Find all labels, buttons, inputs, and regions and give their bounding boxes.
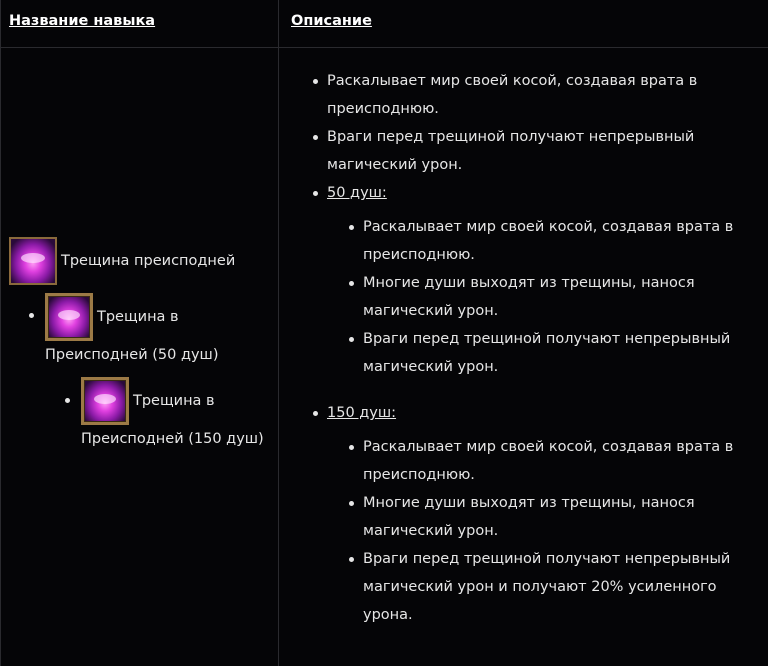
list-item bbox=[363, 213, 733, 269]
skill-tier150-label-line1: Трещина в bbox=[133, 393, 215, 409]
desc-text: Раскалывает мир своей косой, создавая врата в bbox=[363, 439, 734, 455]
desc-text: магический урон и получают 20% усиленного bbox=[363, 579, 717, 595]
bullet-dot bbox=[65, 398, 70, 403]
tier50-heading bbox=[327, 179, 387, 207]
column-divider bbox=[278, 0, 279, 666]
skill-tier50 bbox=[45, 293, 179, 341]
skill-tier50-label-line2: Преисподней (50 душ) bbox=[45, 347, 219, 363]
desc-text: Враги перед трещиной получают непрерывный bbox=[327, 129, 695, 145]
skill-tier50-label-line1: Трещина в bbox=[97, 309, 179, 325]
bullet-dot bbox=[313, 191, 318, 196]
desc-text: преисподнюю. bbox=[363, 247, 475, 263]
desc-text: преисподнюю. bbox=[363, 467, 475, 483]
list-item bbox=[363, 269, 695, 325]
bullet-dot bbox=[349, 501, 354, 506]
desc-text: Враги перед трещиной получают непрерывный bbox=[363, 331, 731, 347]
bullet-dot bbox=[349, 445, 354, 450]
table-header bbox=[1, 0, 768, 48]
skill-main bbox=[9, 237, 235, 285]
desc-text: Многие души выходят из трещины, нанося bbox=[363, 275, 695, 291]
tier150-heading bbox=[327, 399, 396, 427]
bullet-dot bbox=[313, 411, 318, 416]
bullet-dot bbox=[349, 337, 354, 342]
desc-text: Многие души выходят из трещины, нанося bbox=[363, 495, 695, 511]
desc-text: магический урон. bbox=[363, 359, 499, 375]
desc-text: магический урон. bbox=[363, 523, 499, 539]
tier50-title[interactable]: 50 душ: bbox=[327, 185, 387, 201]
desc-text: магический урон. bbox=[363, 303, 499, 319]
desc-text: преисподнюю. bbox=[327, 101, 439, 117]
list-item bbox=[363, 545, 730, 629]
header-description[interactable]: Описание bbox=[291, 13, 372, 29]
desc-text: Раскалывает мир своей косой, создавая врата в bbox=[327, 73, 698, 89]
nether-rift-150-icon bbox=[81, 377, 129, 425]
bullet-dot bbox=[313, 135, 318, 140]
skill-tier150-label-line2: Преисподней (150 душ) bbox=[81, 431, 264, 447]
list-item bbox=[363, 489, 695, 545]
tier150-title[interactable]: 150 душ: bbox=[327, 405, 397, 421]
nether-rift-50-icon bbox=[45, 293, 93, 341]
desc-text: магический урон. bbox=[327, 157, 463, 173]
bullet-dot bbox=[349, 557, 354, 562]
list-item bbox=[363, 325, 730, 381]
header-skill-name[interactable]: Название навыка bbox=[9, 13, 156, 29]
desc-text: Враги перед трещиной получают непрерывный bbox=[363, 551, 731, 567]
bullet-dot bbox=[313, 79, 318, 84]
bullet-dot bbox=[349, 281, 354, 286]
desc-text: урона. bbox=[363, 607, 413, 623]
skill-tier150 bbox=[81, 377, 215, 425]
list-item bbox=[327, 123, 694, 179]
list-item bbox=[327, 67, 697, 123]
skill-main-label: Трещина преисподней bbox=[61, 253, 236, 269]
desc-text: Раскалывает мир своей косой, создавая врата в bbox=[363, 219, 734, 235]
bullet-dot bbox=[349, 225, 354, 230]
nether-rift-icon bbox=[9, 237, 57, 285]
list-item bbox=[363, 433, 733, 489]
bullet-dot bbox=[29, 313, 34, 318]
